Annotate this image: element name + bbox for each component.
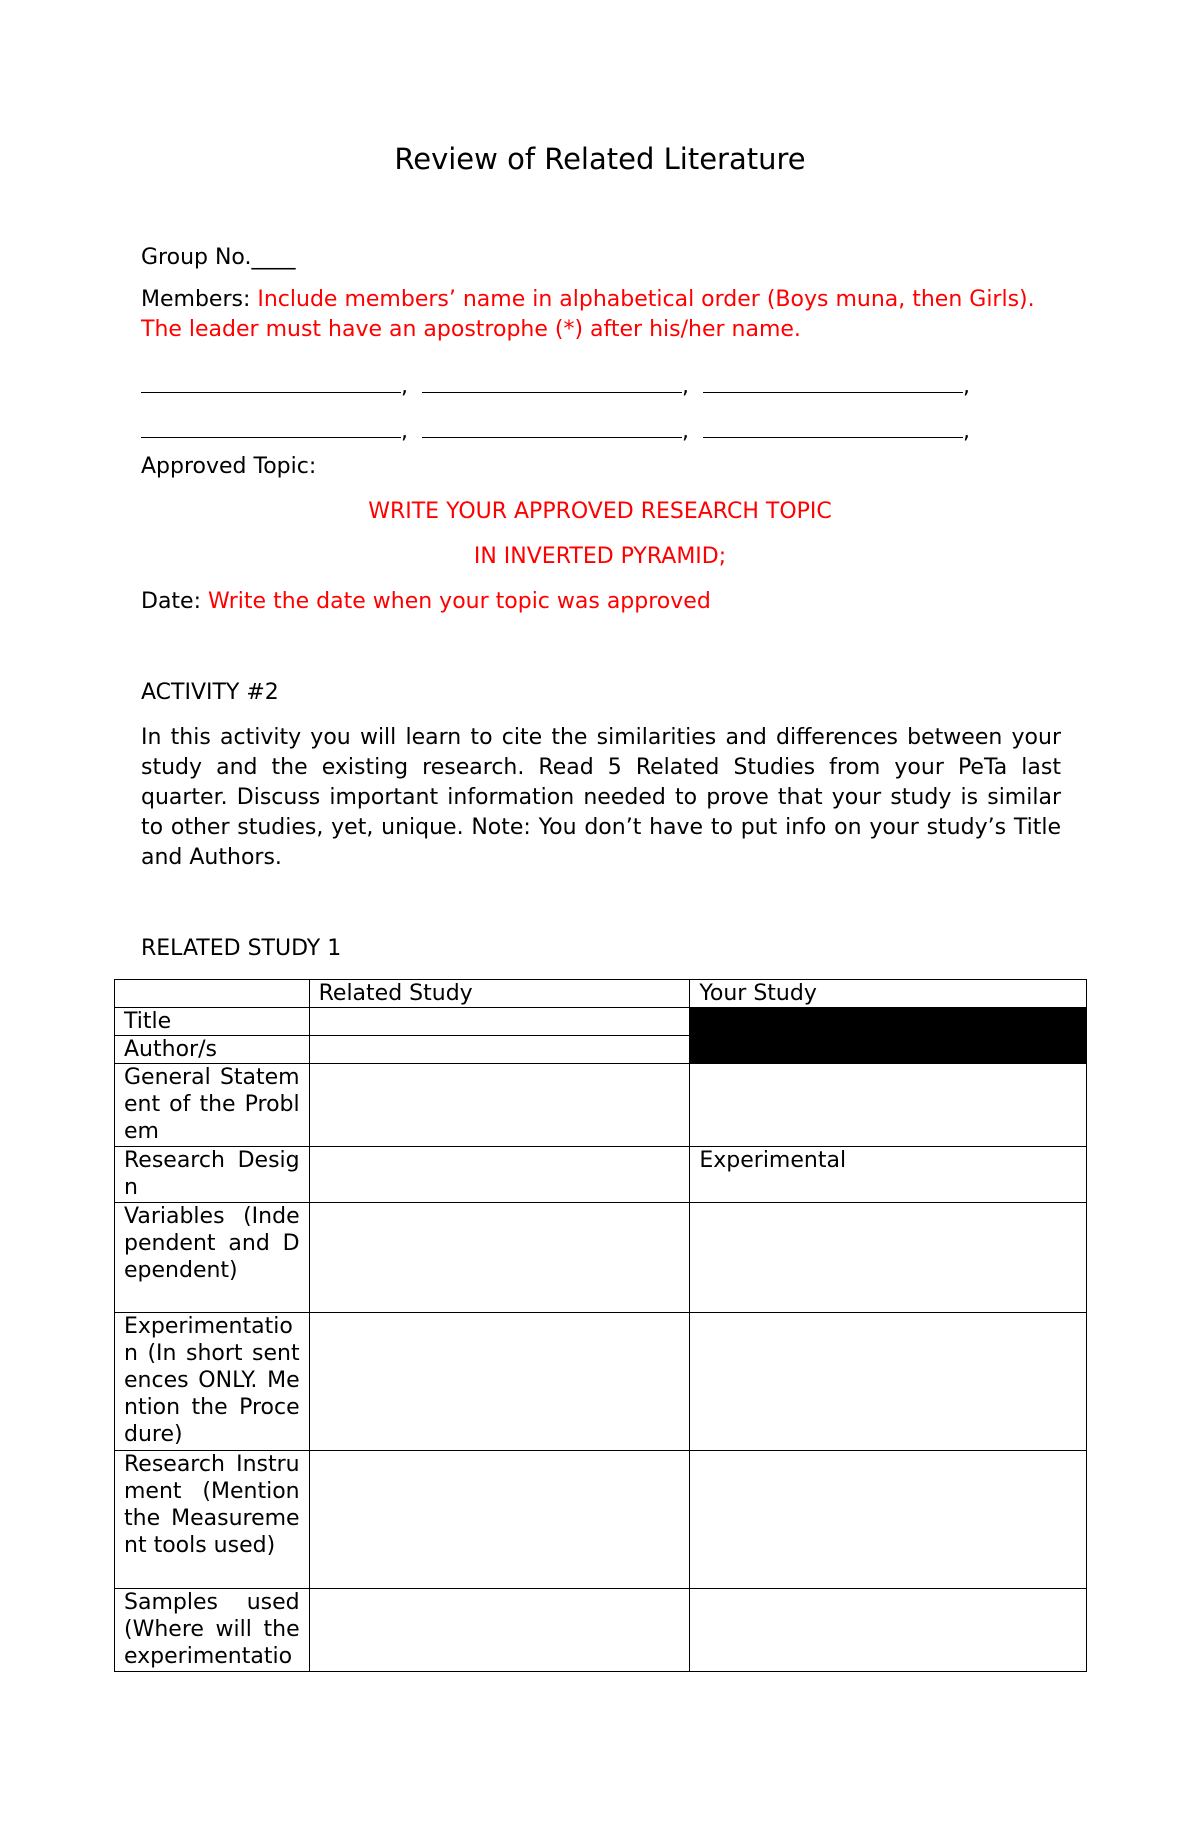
related-study-cell[interactable]	[309, 1589, 690, 1672]
page-title: Review of Related Literature	[394, 142, 806, 176]
member-name-blank[interactable]	[703, 370, 963, 393]
row-label: Variables (Independent and Dependent)	[115, 1203, 310, 1313]
related-study-heading: RELATED STUDY 1	[141, 936, 342, 961]
your-study-cell[interactable]	[690, 1313, 1087, 1451]
your-study-cell[interactable]	[690, 1589, 1087, 1672]
date-instruction: Write the date when your topic was approved	[208, 589, 711, 614]
related-study-cell[interactable]	[309, 1147, 690, 1203]
activity-title: ACTIVITY #2	[141, 680, 279, 705]
your-study-cell[interactable]	[690, 1064, 1087, 1147]
topic-instruction-line-1: WRITE YOUR APPROVED RESEARCH TOPIC	[368, 499, 832, 524]
table-row-variables	[115, 1203, 1087, 1313]
date-line	[141, 587, 711, 617]
row-label: Title	[115, 1008, 310, 1036]
member-separator: ,	[401, 374, 408, 399]
member-separator: ,	[401, 419, 408, 444]
member-name-blank[interactable]	[422, 370, 682, 393]
member-name-blank[interactable]	[141, 415, 401, 438]
activity-instructions: In this activity you will learn to cite the similarities and differences between your study and the existing research. Read 5 Related Studies from your PeTa last quarter. Discuss important information needed to prove that your study is similar to other studies, yet, unique. Note: You don’t have to put info on your study’s Title and Authors.	[141, 725, 1061, 870]
member-blanks-row-2	[141, 415, 970, 447]
related-study-cell[interactable]	[309, 1008, 690, 1036]
table-row-research-design	[115, 1147, 1087, 1203]
header-cell-empty	[115, 980, 310, 1008]
group-number: Group No.____	[141, 245, 296, 270]
member-separator: ,	[963, 419, 970, 444]
row-label: Experimentation (In short sentences ONLY. Mention the Procedure)	[115, 1313, 310, 1451]
member-name-blank[interactable]	[703, 415, 963, 438]
your-study-cell[interactable]	[690, 1451, 1087, 1589]
row-label: Author/s	[115, 1036, 310, 1064]
member-name-blank[interactable]	[141, 370, 401, 393]
your-study-cell[interactable]: Experimental	[690, 1147, 1087, 1203]
members-instruction: Include members’ name in alphabetical order (Boys muna, then Girls). The leader must have an apostrophe (*) after his/her name.	[141, 287, 1035, 342]
related-study-cell[interactable]	[309, 1313, 690, 1451]
member-separator: ,	[682, 374, 689, 399]
related-study-cell[interactable]	[309, 1036, 690, 1064]
member-separator: ,	[963, 374, 970, 399]
header-your-study: Your Study	[690, 980, 1087, 1008]
your-study-cell[interactable]	[690, 1203, 1087, 1313]
related-study-cell[interactable]	[309, 1203, 690, 1313]
your-study-redacted-cell	[690, 1008, 1087, 1064]
member-separator: ,	[682, 419, 689, 444]
approved-topic-label: Approved Topic:	[141, 454, 317, 479]
header-related-study: Related Study	[309, 980, 690, 1008]
table-row-general-statement	[115, 1064, 1087, 1147]
topic-instruction-line-2: IN INVERTED PYRAMID;	[473, 544, 727, 569]
member-name-blank[interactable]	[422, 415, 682, 438]
table-row-experimentation	[115, 1313, 1087, 1451]
date-label: Date:	[141, 589, 201, 614]
row-label: Research Instrument (Mention the Measurement tools used)	[115, 1451, 310, 1589]
related-study-cell[interactable]	[309, 1064, 690, 1147]
related-study-cell[interactable]	[309, 1451, 690, 1589]
row-label: General Statement of the Problem	[115, 1064, 310, 1147]
members-paragraph	[141, 285, 1041, 345]
member-blanks-row-1	[141, 370, 970, 402]
table-row-research-instrument	[115, 1451, 1087, 1589]
row-label: Samples used (Where will the experimentatio	[115, 1589, 310, 1672]
row-label: Research Design	[115, 1147, 310, 1203]
table-header-row	[115, 980, 1087, 1008]
table-row-samples	[115, 1589, 1087, 1672]
members-label: Members:	[141, 287, 251, 312]
related-study-table	[114, 979, 1087, 1672]
table-row-title	[115, 1008, 1087, 1036]
